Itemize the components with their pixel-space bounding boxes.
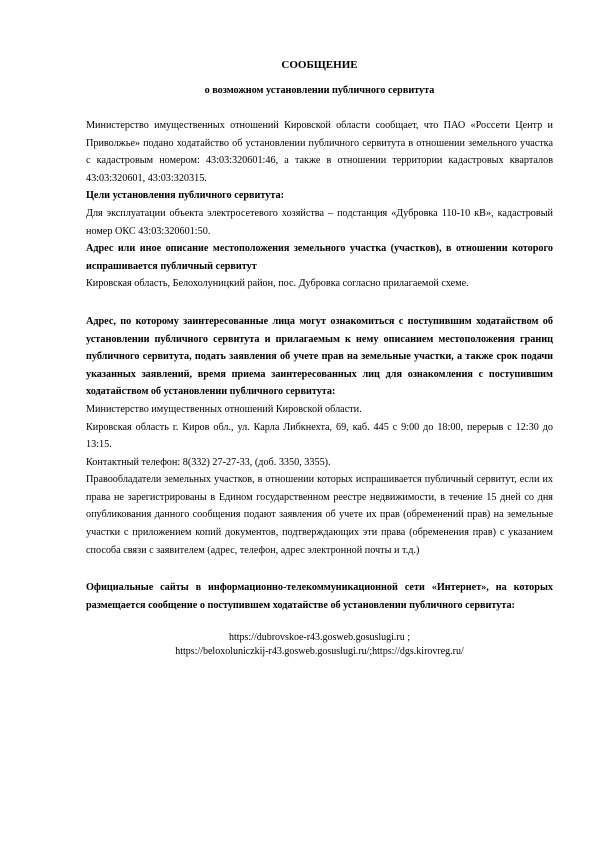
rights-paragraph: Правообладатели земельных участков, в отношении которых испрашивается публичный сервитут, если их права не зарегистрированы в Едином государственном реестре недвижимости, в течение 15 дней со дня опубликования данного сообщения подают заявления об учете их прав (обременений прав) на земельные участки с приложением копий документов, подтверждающих эти права (обременения прав) с указанием способа связи с заявителем (адрес, телефон, адрес электронной почты и т.д.) [86,474,553,556]
purpose-heading: Цели установления публичного сервитута: [86,190,284,202]
contact-phone: Контактный телефон: 8(332) 27-27-33, (доб. 3350, 3355). [86,456,331,468]
purpose-text: Для эксплуатации объекта электросетевого хозяйства – подстанция «Дубровка 110-10 кВ», кадастровый номер ОКС 43:03:320601:50. [86,207,553,237]
location-text: Кировская область, Белохолуницкий район, пос. Дубровка согласно прилагаемой схеме. [86,278,469,290]
document-title: СООБЩЕНИЕ [281,59,358,71]
document-page [86,58,553,659]
official-links [86,631,553,659]
document-subtitle: о возможном установлении публичного сервитута [204,85,435,96]
ministry-address: Кировская область г. Киров обл., ул. Карла Либкнехта, 69, каб. 445 с 9:00 до 18:00, перерыв с 12:30 до 13:15. [86,421,553,451]
intro-paragraph: Министерство имущественных отношений Кировской области сообщает, что ПАО «Россети Центр и Приволжье» подано ходатайство об установлении публичного сервитута в отношении земельного участка с кадастровым номером: 43:03:320601:46, а также в отношении территории кадастровых кварталов 43:03:320601, 43:03:320315. [86,120,553,184]
official-link-1[interactable]: https://dubrovskoe-r43.gosweb.gosuslugi.ru ; [228,632,411,644]
ministry-name: Министерство имущественных отношений Кировской области. [86,403,362,415]
sites-heading: Официальные сайты в информационно-телекоммуникационной сети «Интернет», на которых размещается сообщение о поступившем ходатайстве об установлении публичного сервитута: [86,582,553,611]
address-heading: Адрес, по которому заинтересованные лица могут ознакомиться с поступившим ходатайством об установлении публичного сервитута и прилагаемым к нему описанием местоположения границ публичного сервитута, подать заявления об учете прав на земельные участки, а также срок подачи указанных заявлений, время приема заинтересованных лиц для ознакомления с поступившим ходатайством об установлении публичного сервитута: [86,315,553,398]
location-heading: Адрес или иное описание местоположения земельного участка (участков), в отношении которого испрашивается публичный сервитут [86,243,553,272]
official-link-2[interactable]: https://beloxoluniczkij-r43.gosweb.gosuslugi.ru/;https://dgs.kirovreg.ru/ [175,646,464,658]
